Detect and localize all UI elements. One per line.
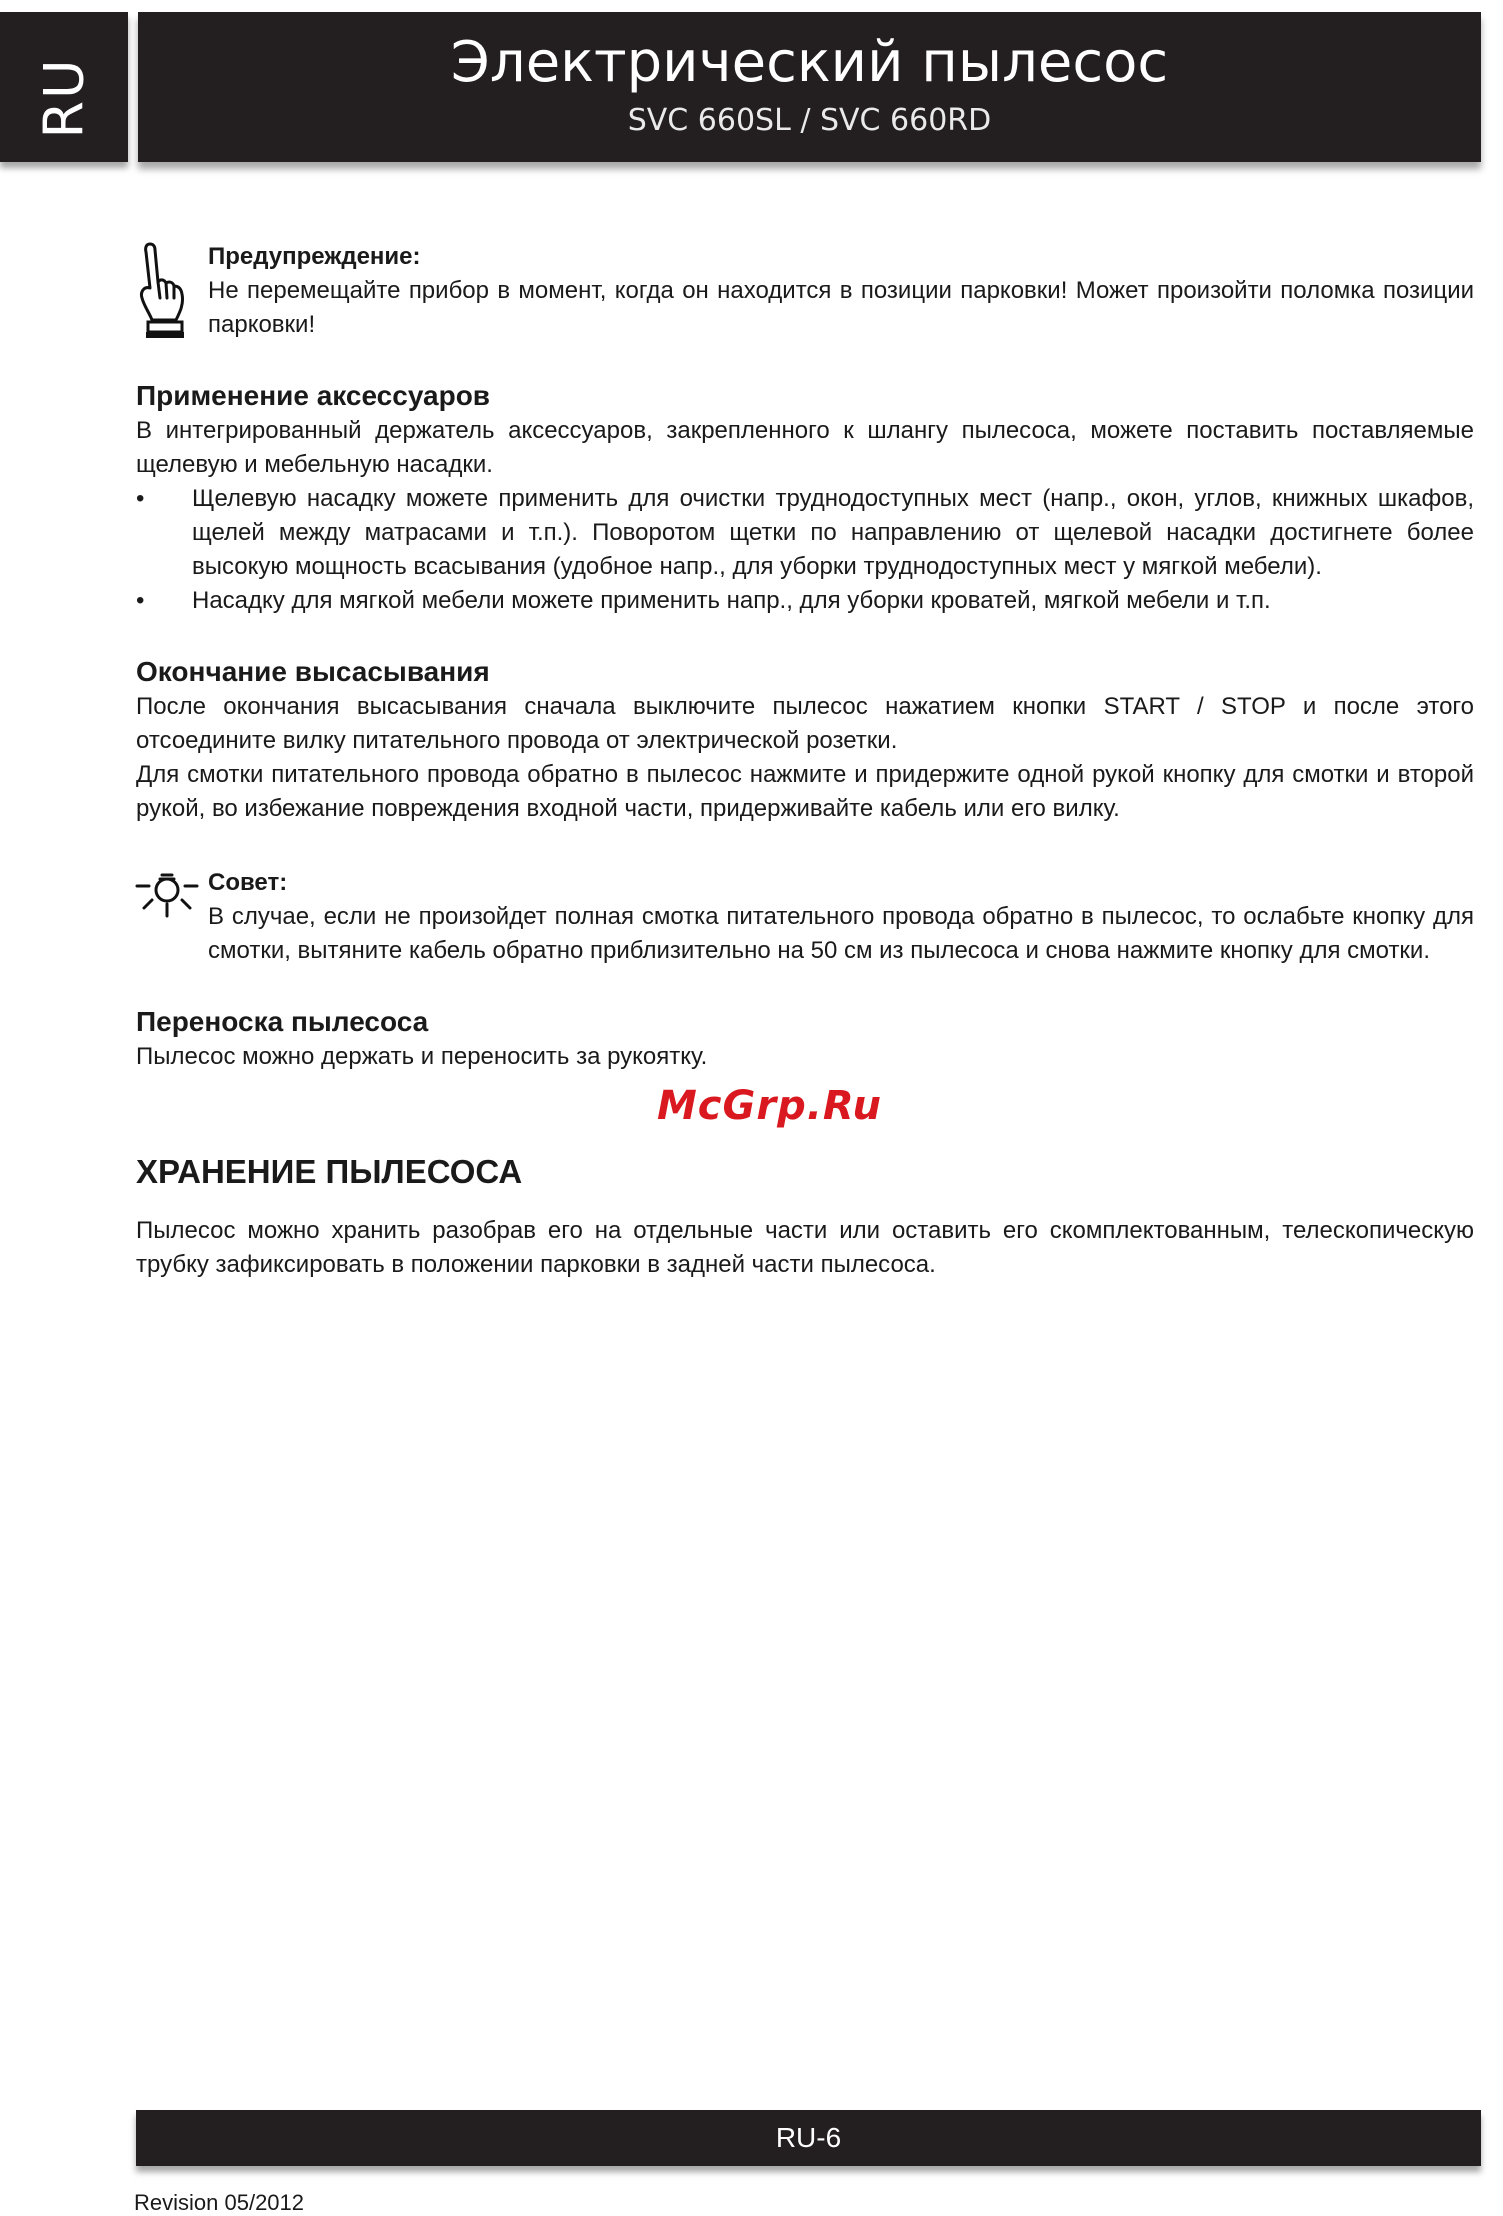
page-title: Электрический пылесос xyxy=(450,30,1169,95)
finish-paragraph-2: Для смотки питательного провода обратно в пылесос нажмите и придержите одной рукой кнопку для смотки и второй рукой, во избежание повреждения входной части, придерживайте кабель или его вилку. xyxy=(136,761,1474,822)
footer-bar xyxy=(136,2110,1481,2166)
lightbulb-icon xyxy=(136,866,200,928)
tip-label: Совет: xyxy=(208,869,288,896)
carry-section xyxy=(136,1004,1474,1074)
model-subtitle: SVC 660SL / SVC 660RD xyxy=(627,103,992,138)
bullet-icon: • xyxy=(136,587,145,614)
list-item-text: Щелевую насадку можете применить для очистки труднодоступных мест (напр., окон, углов, книжных шкафов, щелей между матрасами и т.п.). Поворотом щетки по направлению от щелевой насадки достигнете более высокую мощность всасывания (удобное напр., для уборки труднодоступных мест у мягкой мебели). xyxy=(192,485,1474,580)
accessories-intro: В интегрированный держатель аксессуаров, закрепленного к шлангу пылесоса, можете поставить поставляемые щелевую и мебельную насадки. xyxy=(136,417,1474,478)
title-bar xyxy=(138,12,1481,162)
language-tab xyxy=(0,12,128,162)
warning-note xyxy=(136,240,1474,342)
finish-section xyxy=(136,654,1474,826)
pointing-hand-icon xyxy=(136,240,190,350)
warning-text: Не перемещайте прибор в момент, когда он находится в позиции парковки! Может произойти поломка позиции парковки! xyxy=(208,277,1474,338)
storage-heading: ХРАНЕНИЕ ПЫЛЕСОСА xyxy=(136,1153,523,1190)
warning-label: Предупреждение: xyxy=(208,243,421,270)
storage-text: Пылесос можно хранить разобрав его на отдельные части или оставить его скомплектованным, телескопическую трубку зафиксировать в положении парковки в задней части пылесоса. xyxy=(136,1217,1474,1278)
tip-text: В случае, если не произойдет полная смотка питательного провода обратно в пылесос, то ослабьте кнопку для смотки, вытяните кабель обратно приблизительно на 50 см из пылесоса и снова нажмите кнопку для смотки. xyxy=(208,903,1474,964)
accessories-section xyxy=(136,378,1474,618)
accessories-list xyxy=(136,482,1474,618)
list-item-text: Насадку для мягкой мебели можете применить напр., для уборки кроватей, мягкой мебели и т.п. xyxy=(192,587,1271,614)
revision-note: Revision 05/2012 xyxy=(134,2190,305,2215)
bullet-icon: • xyxy=(136,485,145,512)
watermark: McGrp.Ru xyxy=(657,1083,882,1129)
tip-note xyxy=(136,866,1474,968)
carry-heading: Переноска пылесоса xyxy=(136,1006,429,1037)
finish-heading: Окончание высасывания xyxy=(136,656,490,687)
carry-text: Пылесос можно держать и переносить за рукоятку. xyxy=(136,1043,708,1070)
accessories-heading: Применение аксессуаров xyxy=(136,380,491,411)
list-item xyxy=(136,482,1474,584)
list-item xyxy=(136,584,1474,618)
finish-paragraph-1: После окончания высасывания сначала выключите пылесос нажатием кнопки START / STOP и после этого отсоедините вилку питательного провода от электрической розетки. xyxy=(136,693,1474,754)
language-code: RU xyxy=(32,57,96,139)
page-number: RU-6 xyxy=(775,2122,842,2153)
